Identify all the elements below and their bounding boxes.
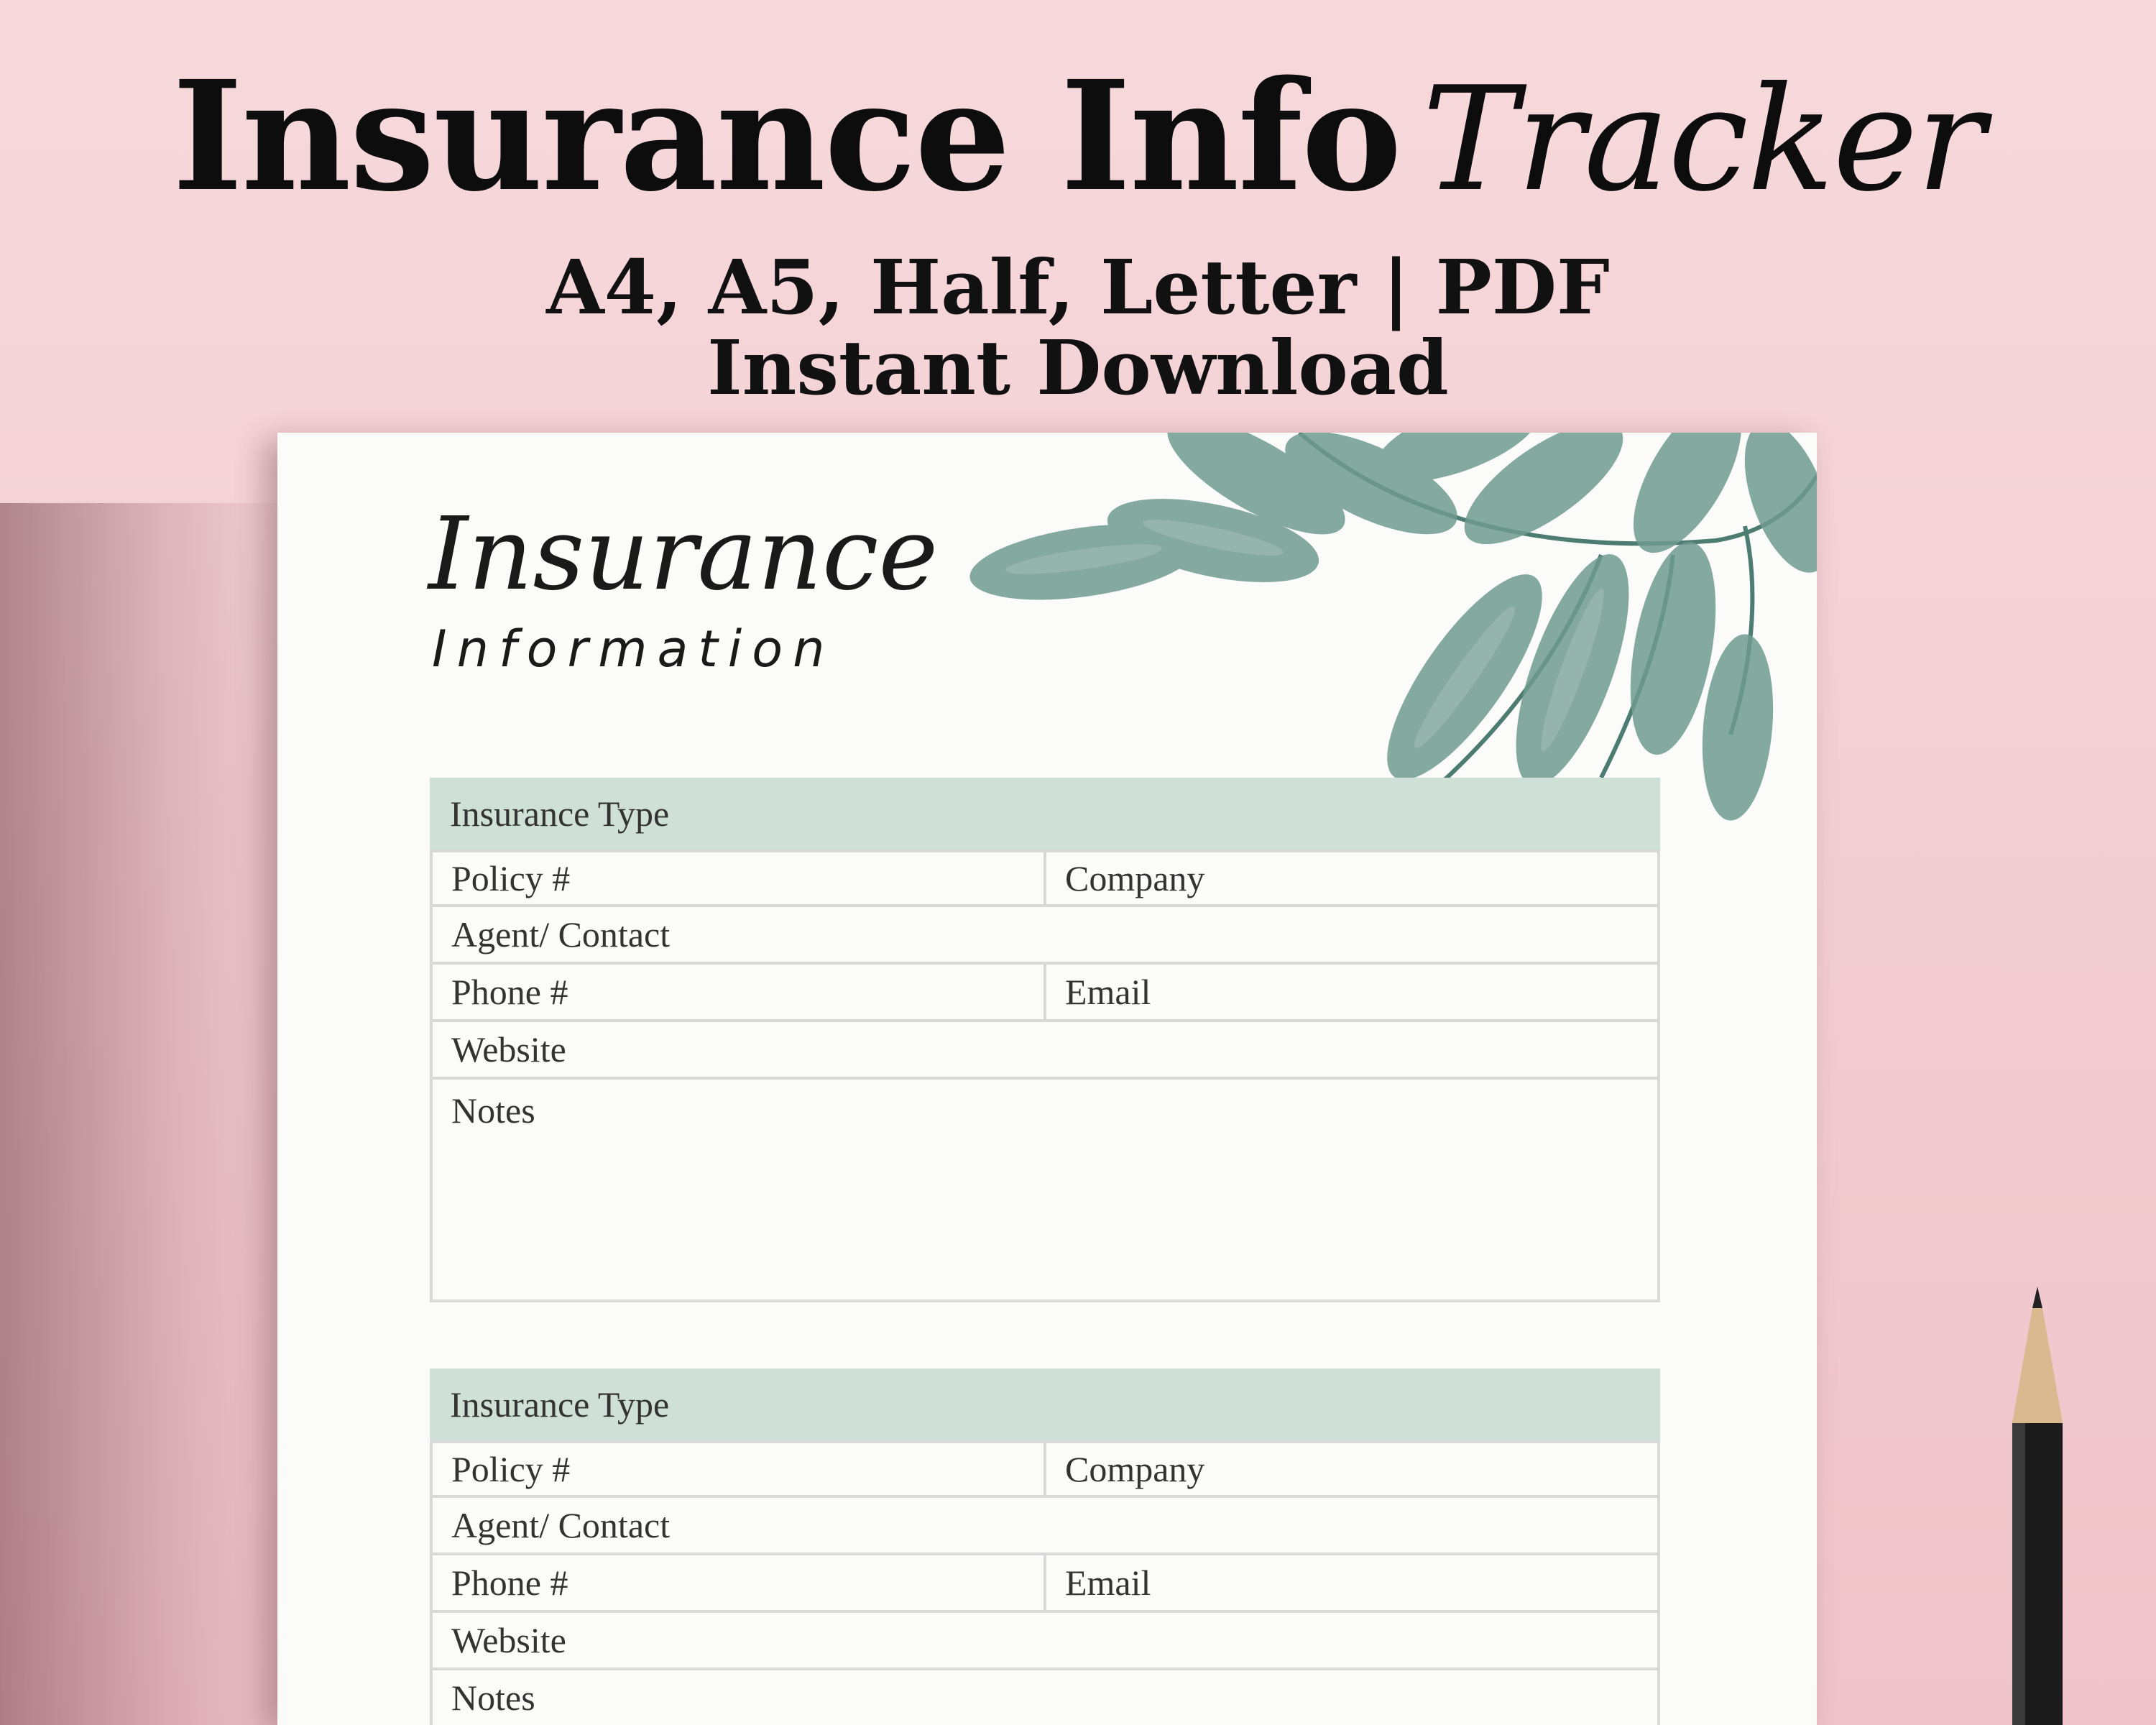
phone-field[interactable]: Phone # <box>451 1563 568 1603</box>
banner-download: Instant Download <box>707 323 1449 412</box>
website-field[interactable]: Website <box>451 1620 566 1660</box>
insurance-card-1 <box>430 778 1660 1302</box>
notes-field[interactable]: Notes <box>451 1678 535 1718</box>
insurance-card-2 <box>430 1368 1660 1725</box>
agent-row <box>430 907 1660 965</box>
company-field[interactable]: Company <box>1044 1443 1657 1495</box>
sheet-title: Insurance <box>428 496 939 613</box>
email-field[interactable]: Email <box>1044 965 1657 1019</box>
email-field[interactable]: Email <box>1044 1555 1657 1610</box>
pencil-illustration <box>1991 1287 2084 1725</box>
card-header: Insurance Type <box>430 778 1660 850</box>
card-header: Insurance Type <box>430 1368 1660 1440</box>
policy-company-row <box>430 1440 1660 1498</box>
watercolor-leaves-illustration <box>954 433 1817 835</box>
phone-field[interactable]: Phone # <box>451 972 568 1012</box>
website-row <box>430 1613 1660 1670</box>
agent-field[interactable]: Agent/ Contact <box>451 914 671 954</box>
agent-row <box>430 1498 1660 1555</box>
printable-sheet <box>277 433 1817 1725</box>
notes-field[interactable]: Notes <box>451 1090 535 1131</box>
banner-title-main: Insurance Info <box>172 47 1401 225</box>
banner-title <box>0 47 2156 226</box>
website-row <box>430 1022 1660 1080</box>
product-banner <box>0 0 2156 431</box>
company-field[interactable]: Company <box>1044 852 1657 904</box>
policy-company-row <box>430 850 1660 907</box>
notes-row <box>430 1080 1660 1302</box>
notes-row <box>430 1670 1660 1725</box>
phone-email-row <box>430 1555 1660 1613</box>
sheet-subtitle: Information <box>432 620 835 678</box>
policy-field[interactable]: Policy # <box>451 858 571 898</box>
background-shadow <box>0 503 302 1725</box>
website-field[interactable]: Website <box>451 1029 566 1070</box>
phone-email-row <box>430 965 1660 1022</box>
banner-title-script: Tracker <box>1422 56 1984 224</box>
agent-field[interactable]: Agent/ Contact <box>451 1505 671 1545</box>
policy-field[interactable]: Policy # <box>451 1449 571 1489</box>
banner-formats: A4, A5, Half, Letter | PDF <box>546 243 1610 331</box>
